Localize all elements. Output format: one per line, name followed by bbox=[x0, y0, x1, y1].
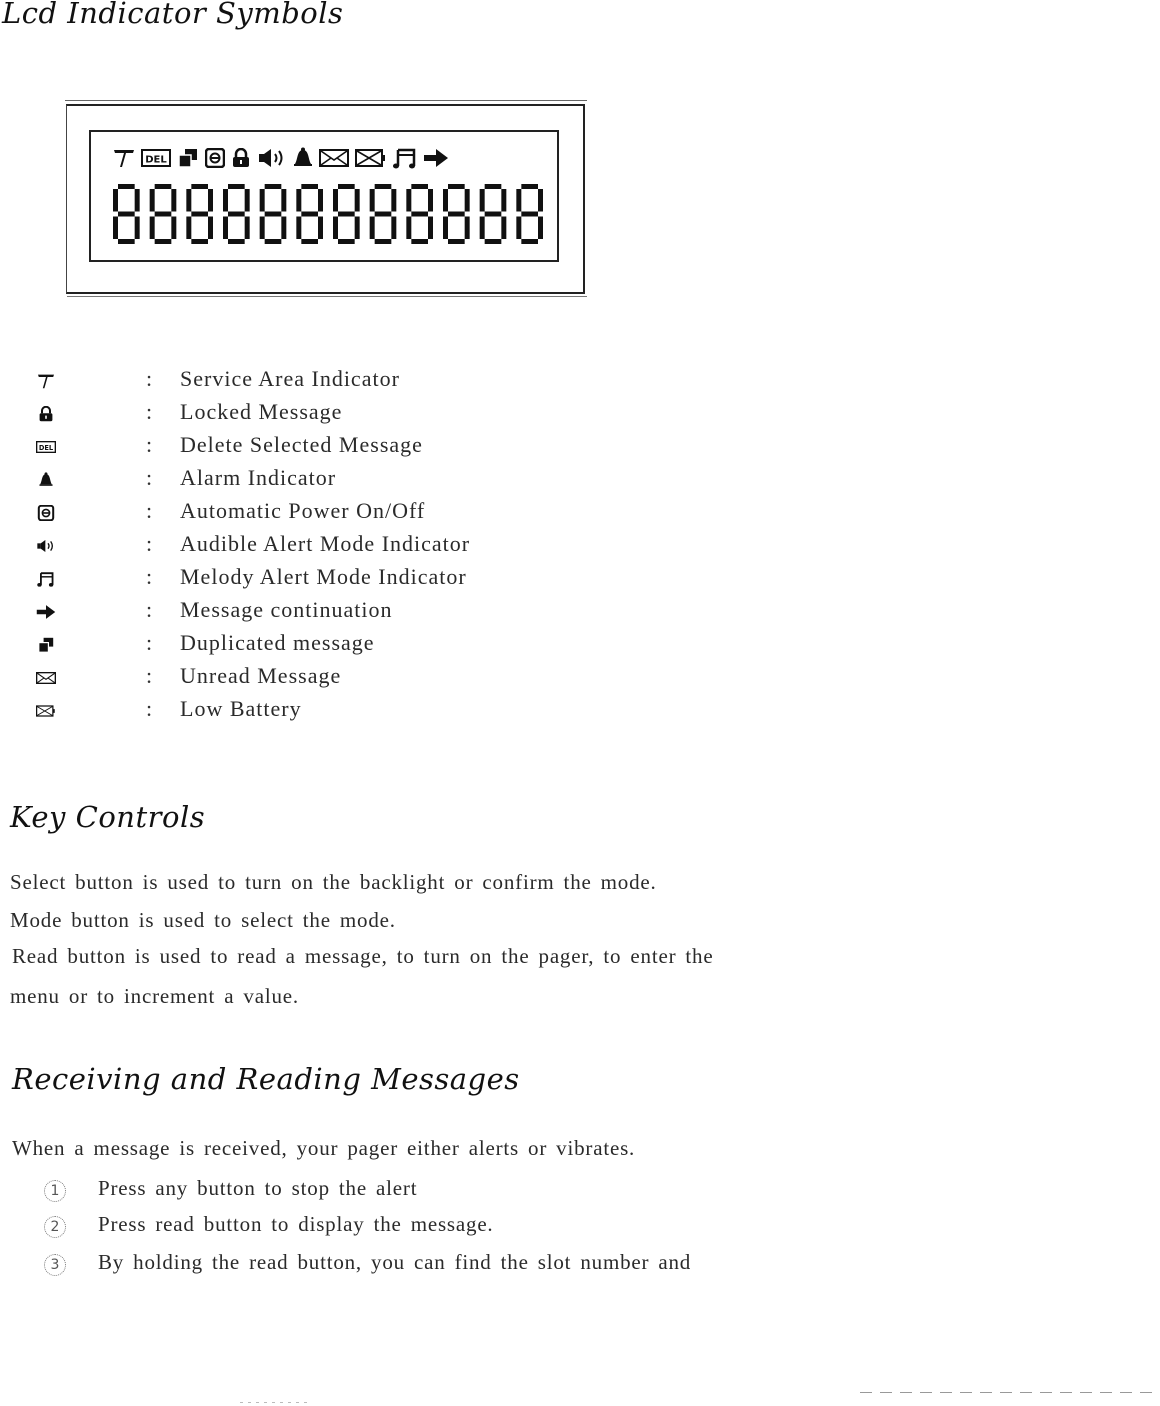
lcd-illustration bbox=[66, 104, 585, 294]
symbol-label: Service Area Indicator bbox=[180, 366, 400, 391]
bell-icon bbox=[36, 472, 66, 490]
del-icon bbox=[36, 439, 66, 457]
del-icon bbox=[141, 149, 171, 167]
symbol-label: Low Battery bbox=[180, 696, 302, 721]
music-note-icon bbox=[393, 147, 417, 169]
receiving-heading: Receiving and Reading Messages bbox=[12, 1062, 520, 1096]
symbol-label: Message continuation bbox=[180, 597, 393, 622]
symbol-row bbox=[0, 498, 700, 528]
lcd-digit bbox=[516, 184, 543, 244]
lock-icon bbox=[231, 148, 251, 168]
key-control-read: Read button is used to read a message, to turn on the pager, to enter the bbox=[12, 944, 714, 968]
key-control-select: Select button is used to turn on the backlight or confirm the mode. bbox=[10, 870, 657, 894]
symbol-colon: : bbox=[146, 498, 153, 523]
symbol-colon: : bbox=[146, 630, 153, 655]
symbol-row bbox=[0, 366, 700, 396]
symbol-row bbox=[0, 696, 700, 726]
svg-text:DEL: DEL bbox=[145, 154, 167, 166]
symbol-row bbox=[0, 531, 700, 561]
symbol-label: Locked Message bbox=[180, 399, 343, 424]
symbol-colon: : bbox=[146, 366, 153, 391]
symbol-colon: : bbox=[146, 432, 153, 457]
symbol-row bbox=[0, 663, 700, 693]
symbol-colon: : bbox=[146, 399, 153, 424]
lcd-digit bbox=[186, 184, 213, 244]
symbol-row bbox=[0, 465, 700, 495]
symbol-row bbox=[0, 432, 700, 462]
symbol-colon: : bbox=[146, 663, 153, 688]
bell-icon bbox=[293, 147, 313, 169]
lcd-icon-row bbox=[113, 146, 543, 170]
symbol-label: Delete Selected Message bbox=[180, 432, 423, 457]
symbol-colon: : bbox=[146, 597, 153, 622]
speaker-icon bbox=[257, 148, 287, 168]
key-control-mode: Mode button is used to select the mode. bbox=[10, 908, 396, 932]
antenna-icon bbox=[36, 373, 66, 391]
speaker-icon bbox=[36, 538, 66, 556]
bottom-scan-line bbox=[860, 1392, 1160, 1393]
lcd-digit-row bbox=[109, 182, 549, 246]
lcd-screen bbox=[89, 130, 559, 262]
receiving-intro: When a message is received, your pager either alerts or vibrates. bbox=[12, 1136, 636, 1160]
symbol-label: Unread Message bbox=[180, 663, 342, 688]
envelope-x-icon bbox=[36, 703, 66, 721]
symbol-label: Alarm Indicator bbox=[180, 465, 337, 490]
symbol-colon: : bbox=[146, 531, 153, 556]
step-2-text: Press read button to display the message. bbox=[98, 1212, 494, 1236]
lcd-digit bbox=[370, 184, 397, 244]
power-clock-icon bbox=[36, 505, 66, 523]
envelope-x-icon bbox=[355, 148, 387, 168]
duplicate-icon bbox=[36, 637, 66, 655]
envelope-icon bbox=[36, 670, 66, 688]
symbol-row bbox=[0, 597, 700, 627]
lcd-digit bbox=[260, 184, 287, 244]
bottom-scan-dots bbox=[240, 1402, 310, 1403]
svg-text:DEL: DEL bbox=[38, 444, 54, 452]
step-number-1: 1 bbox=[44, 1180, 66, 1202]
symbol-label: Automatic Power On/Off bbox=[180, 498, 426, 523]
key-controls-heading: Key Controls bbox=[10, 800, 206, 834]
symbol-label: Audible Alert Mode Indicator bbox=[180, 531, 471, 556]
lcd-digit bbox=[296, 184, 323, 244]
lcd-digit bbox=[443, 184, 470, 244]
music-note-icon bbox=[36, 571, 66, 589]
symbol-colon: : bbox=[146, 564, 153, 589]
power-clock-icon bbox=[205, 148, 225, 168]
lcd-digit bbox=[150, 184, 177, 244]
lcd-digit bbox=[113, 184, 140, 244]
duplicate-icon bbox=[177, 148, 199, 168]
lock-icon bbox=[36, 406, 66, 424]
lcd-digit bbox=[406, 184, 433, 244]
symbol-row bbox=[0, 399, 700, 429]
lcd-symbols-heading: Lcd Indicator Symbols bbox=[2, 0, 344, 30]
symbol-row bbox=[0, 630, 700, 660]
lcd-digit bbox=[223, 184, 250, 244]
antenna-icon bbox=[113, 148, 135, 168]
symbol-label: Duplicated message bbox=[180, 630, 375, 655]
step-1-text: Press any button to stop the alert bbox=[98, 1176, 418, 1200]
symbol-colon: : bbox=[146, 465, 153, 490]
arrow-right-icon bbox=[423, 148, 449, 168]
lcd-digit bbox=[333, 184, 360, 244]
envelope-icon bbox=[319, 148, 349, 168]
symbol-colon: : bbox=[146, 696, 153, 721]
symbol-row bbox=[0, 564, 700, 594]
step-3-text: By holding the read button, you can find the slot number and bbox=[98, 1250, 692, 1274]
symbol-label: Melody Alert Mode Indicator bbox=[180, 564, 467, 589]
lcd-digit bbox=[480, 184, 507, 244]
step-number-2: 2 bbox=[44, 1216, 66, 1238]
arrow-right-icon bbox=[36, 604, 66, 622]
key-control-read-cont: menu or to increment a value. bbox=[10, 984, 299, 1008]
step-number-3: 3 bbox=[44, 1254, 66, 1276]
